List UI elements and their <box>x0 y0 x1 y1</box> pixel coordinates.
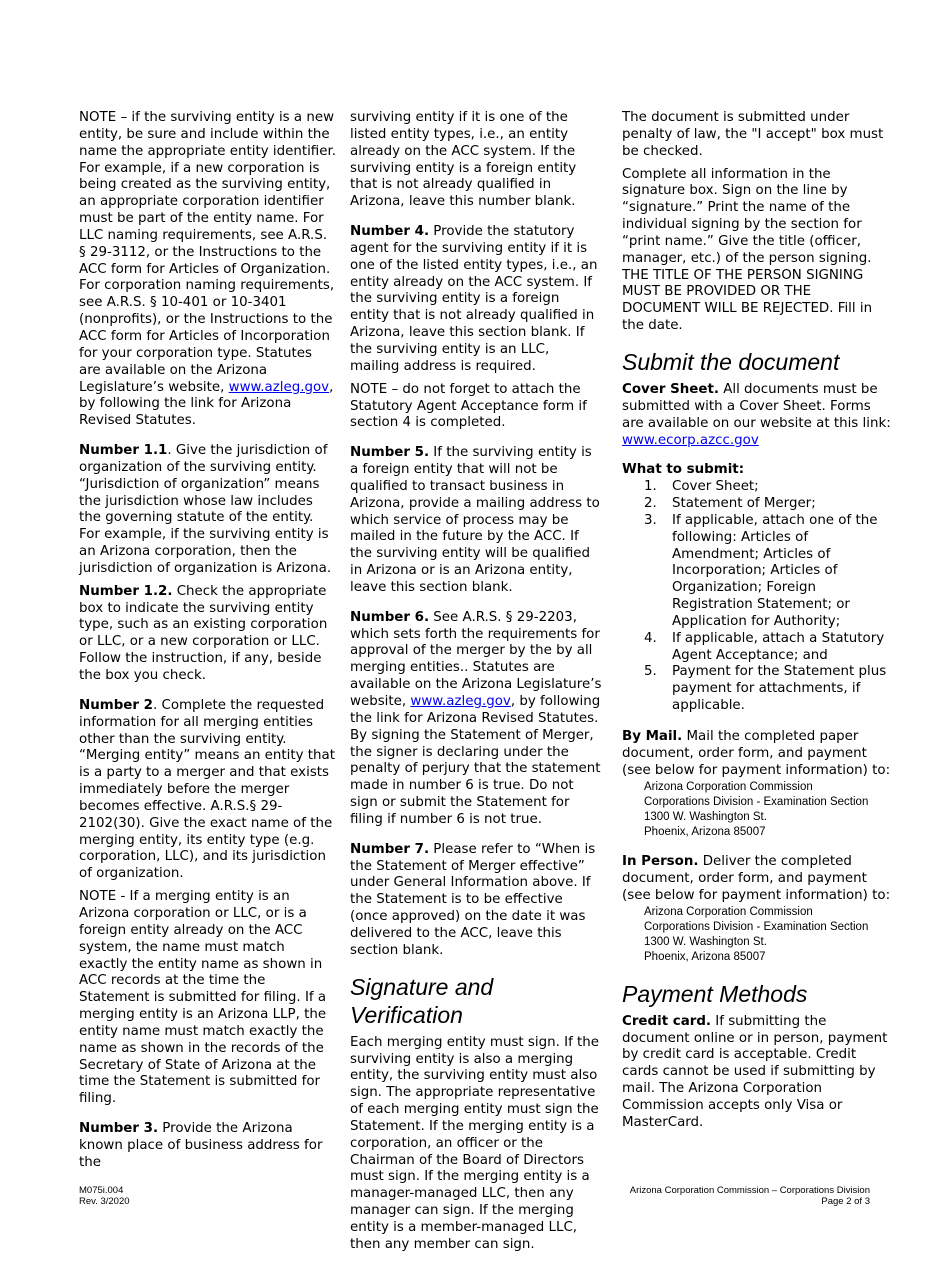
number-1-1-label: Number 1.1 <box>79 443 168 459</box>
by-mail-label: By Mail. <box>622 729 683 744</box>
credit-card-paragraph: Credit card. If submitting the document online or in person, payment by credit card is acceptable. Credit cards cannot be used if submitting by mail. The Arizona Corporation Commission accepts only Visa or MasterCard. <box>622 1013 888 1130</box>
number-2-label: Number 2 <box>79 697 153 713</box>
footer-agency-info <box>630 1185 870 1207</box>
column-3 <box>622 110 892 1145</box>
number-5-paragraph: Number 5. If the surviving entity is a foreign entity that will not be qualified to transact business in Arizona, provide a mailing address to which service of process may be mailed in the future by the ACC. If the surviving entity will be qualified in Arizona or is an Arizona entity, leave this section blank. <box>350 445 600 595</box>
note-merging-entity: NOTE - If a merging entity is an Arizona corporation or LLC, or is a foreign entity already on the ACC system, the name must match exactly the entity name as shown in ACC records at the time the Statement is submitted for filing. If a merging entity is an Arizona LLP, the entity name must match exactly the name as shown in the records of the Secretary of State of Arizona at the time the Statement is submitted for filing. <box>79 889 327 1107</box>
column-2 <box>350 110 602 1267</box>
list-item: 5. Payment for the Statement plus payment for attachments, if applicable. <box>644 664 887 714</box>
azleg-link[interactable]: www.azleg.gov <box>410 694 511 709</box>
column-1 <box>79 110 337 1185</box>
number-1-1-paragraph: Number 1.1. Give the jurisdiction of organization of the surviving entity. “Jurisdiction of organization” means the jurisdiction whose law includes the governing statute of the entity. For example, if the surviving entity is an Arizona corporation, then the jurisdiction of organization is Arizona. <box>79 443 332 576</box>
list-item: 2. Statement of Merger; <box>644 496 816 512</box>
mail-address: Arizona Corporation Commission Corporations Division - Examination Section 1300 W. Washington St. Phoenix, Arizona 85007 <box>644 780 869 839</box>
number-4-paragraph: Number 4. Provide the statutory agent for the surviving entity if it is one of the listed entity types, i.e., an entity already on the ACC system. If the surviving entity is a foreign entity that is not already qualified in Arizona, leave this section blank. If the surviving entity is an LLC, mailing address is required. <box>350 224 598 374</box>
number-1-2-paragraph: Number 1.2. Check the appropriate box to indicate the surviving entity type, such as an existing corporation or LLC, or a new corporation or LLC. Follow the instruction, if any, beside the box you check. <box>79 583 328 683</box>
number-5-label: Number 5. <box>350 445 430 461</box>
number-6-label: Number 6. <box>350 609 430 625</box>
list-item: 4. If applicable, attach a Statutory Agent Acceptance; and <box>644 630 885 663</box>
note-surviving-entity: NOTE – if the surviving entity is a new entity, be sure and include within the name the appropriate entity identifier. For example, if a new corporation is being created as the surviving entity, an appropriate corporation identifier must be part of the entity name. For LLC naming requirements, see A.R.S. § 29-3112, or the Instructions to the ACC form for Articles of Organization. For corporation naming requirements, see A.R.S. § 10-401 or 10-3401 (nonprofits), or the Instructions to the ACC form for Articles of Incorporation for your corporation type. Statutes are available on the Arizona Legislature’s website, www.azleg.gov, by following the link for Arizona Revised Statutes. <box>79 110 336 429</box>
number-4-label: Number 4. <box>350 224 430 240</box>
footer-form-info <box>79 1185 130 1207</box>
penalty-paragraph: The document is submitted under penalty of law, the "I accept" box must be checked. <box>622 110 884 159</box>
revision-date: Rev. 3/2020 <box>79 1196 130 1207</box>
agency-name: Arizona Corporation Commission – Corporations Division <box>629 1185 870 1196</box>
number-2-paragraph: Number 2. Complete the requested information for all merging entities other than the surviving entity. “Merging entity” means an entity that is a party to a merger and that exists immediately before the merger becomes effective. A.R.S.§ 29-2102(30). Give the exact name of the merging entity, its entity type (e.g. corporation, LLC), and its jurisdiction of organization. <box>79 697 336 882</box>
cover-sheet-paragraph: Cover Sheet. All documents must be submitted with a Cover Sheet. Forms are available on our website at this link: www.ecorp.azcc.gov <box>622 381 891 448</box>
number-3-label: Number 3. <box>79 1121 159 1137</box>
number-6-paragraph: Number 6. See A.R.S. § 29-2203, which sets forth the requirements for approval of the merger by the by all merging entities.. Statutes are available on the Arizona Legislature’s website, www.azleg.gov, by following the link for Arizona Revised Statutes. By signing the Statement of Merger, the signer is declaring under the penalty of perjury that the statement made in number 6 is true. Do not sign or submit the Statement for filing if number 6 is not true. <box>350 609 602 827</box>
cover-sheet-label: Cover Sheet. <box>622 381 719 397</box>
by-mail-paragraph: By Mail. Mail the completed paper document, order form, and payment (see below for payment information) to: <box>622 729 891 778</box>
signature-box-paragraph: Complete all information in the signature box. Sign on the line by “signature.” Print the name of the individual signing by the section for “print name.” Give the title (officer, manager, etc.) of the person signing. THE TITLE OF THE PERSON SIGNING MUST BE PROVIDED OR THE DOCUMENT WILL BE REJECTED. Fill in the date. <box>622 166 873 334</box>
in-person-paragraph: In Person. Deliver the completed document, order form, and payment (see below for payment information) to: <box>622 854 891 904</box>
number-3-paragraph: Number 3. Provide the Arizona known place of business address for the <box>79 1121 323 1170</box>
page-number: Page 2 of 3 <box>821 1196 870 1207</box>
number-7-paragraph: Number 7. Please refer to “When is the Statement of Merger effective” under General Information above. If the Statement is to be effective (once approved) on the date it was delivered to the ACC, leave this section blank. <box>350 841 596 958</box>
in-person-address: Arizona Corporation Commission Corporations Division - Examination Section 1300 W. Washington St. Phoenix, Arizona 85007 <box>644 905 869 964</box>
signature-paragraph: Each merging entity must sign. If the surviving entity is also a merging entity, the surviving entity must also sign. The appropriate representative of each merging entity must sign the Statement. If the merging entity is a corporation, an officer or the Chairman of the Board of Directors must sign. If the merging entity is a manager-managed LLC, then any manager can sign. If the merging entity is a member-managed LLC, then any member can sign. <box>350 1034 600 1252</box>
list-item: 1. Cover Sheet; <box>644 479 759 495</box>
submit-heading: Submit the document <box>622 348 840 375</box>
number-1-2-label: Number 1.2. <box>79 583 173 599</box>
list-item: 3. If applicable, attach one of the following: Articles of Amendment; Articles of Incorporation; Articles of Organization; Foreign Registration Statement; or Application for Authority; <box>644 512 878 629</box>
signature-heading: Signature and Verification <box>350 973 494 1028</box>
credit-card-label: Credit card. <box>622 1013 712 1029</box>
submit-list <box>622 479 892 715</box>
azleg-link[interactable]: www.azleg.gov <box>228 379 330 395</box>
ecorp-link[interactable]: www.ecorp.azcc.gov <box>622 432 759 448</box>
what-to-submit-label: What to submit: <box>622 462 745 478</box>
form-number: M075i.004 <box>79 1185 124 1196</box>
payment-heading: Payment Methods <box>622 980 808 1007</box>
in-person-label: In Person. <box>622 854 699 870</box>
number-3-continued: surviving entity if it is one of the listed entity types, i.e., an entity already on the ACC system. If the surviving entity is a foreign entity that is not already qualified in Arizona, leave this number blank. <box>350 110 577 210</box>
number-7-label: Number 7. <box>350 841 430 857</box>
note-statutory-agent: NOTE – do not forget to attach the Statutory Agent Acceptance form if section 4 is completed. <box>350 381 587 431</box>
